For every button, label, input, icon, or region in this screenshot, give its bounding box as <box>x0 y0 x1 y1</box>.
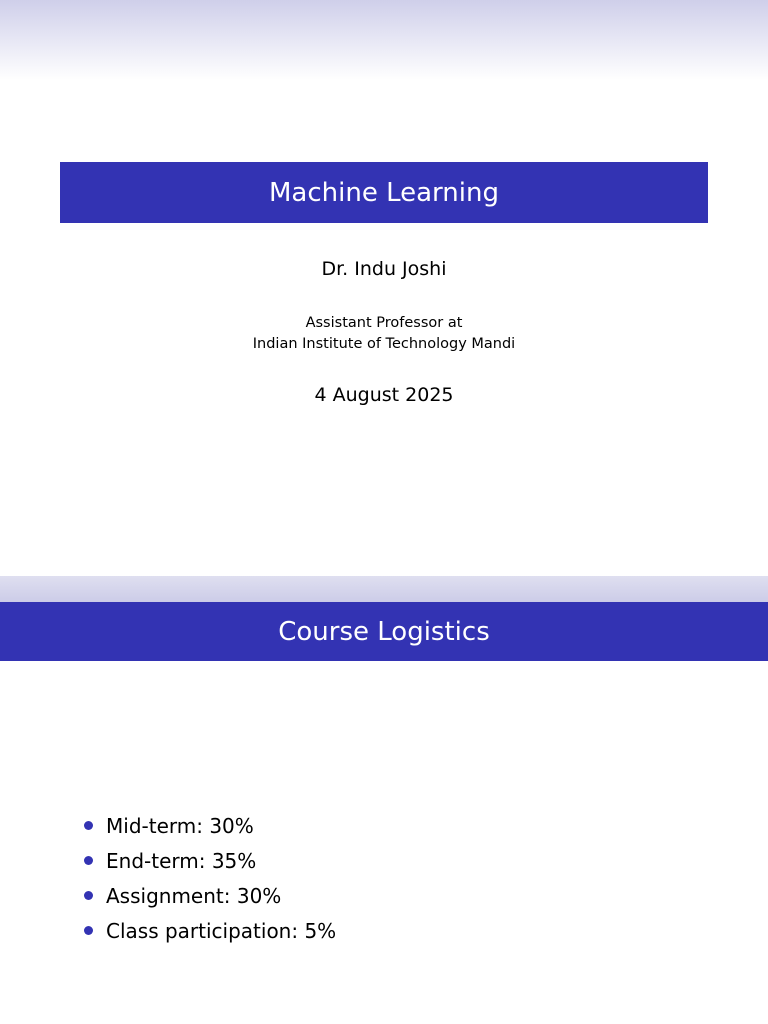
list-item-text: Mid-term: 30% <box>106 813 254 838</box>
institute-line-1: Assistant Professor at <box>305 315 463 331</box>
list-item <box>84 913 336 948</box>
frame-title: Course Logistics <box>278 616 490 647</box>
bullet-icon <box>84 856 93 865</box>
list-item <box>84 878 336 913</box>
list-item-text: Assignment: 30% <box>106 883 282 908</box>
header-gradient <box>0 576 768 602</box>
title-block <box>60 162 708 223</box>
list-item <box>84 808 336 843</box>
institute-line-2: Indian Institute of Technology Mandi <box>252 336 516 352</box>
bullet-icon <box>84 926 93 935</box>
bullet-icon <box>84 891 93 900</box>
list-item-text: Class participation: 5% <box>106 918 337 943</box>
list-item-text: End-term: 35% <box>106 848 257 873</box>
frame-title-bar <box>0 602 768 661</box>
course-logistics-slide <box>0 576 768 1024</box>
presentation-date: 4 August 2025 <box>314 384 454 406</box>
author-name: Dr. Indu Joshi <box>321 258 447 280</box>
institute-block <box>0 313 768 355</box>
bullet-list <box>84 808 336 948</box>
list-item <box>84 843 336 878</box>
bullet-icon <box>84 821 93 830</box>
presentation-title: Machine Learning <box>269 177 499 208</box>
header-gradient <box>0 0 768 80</box>
